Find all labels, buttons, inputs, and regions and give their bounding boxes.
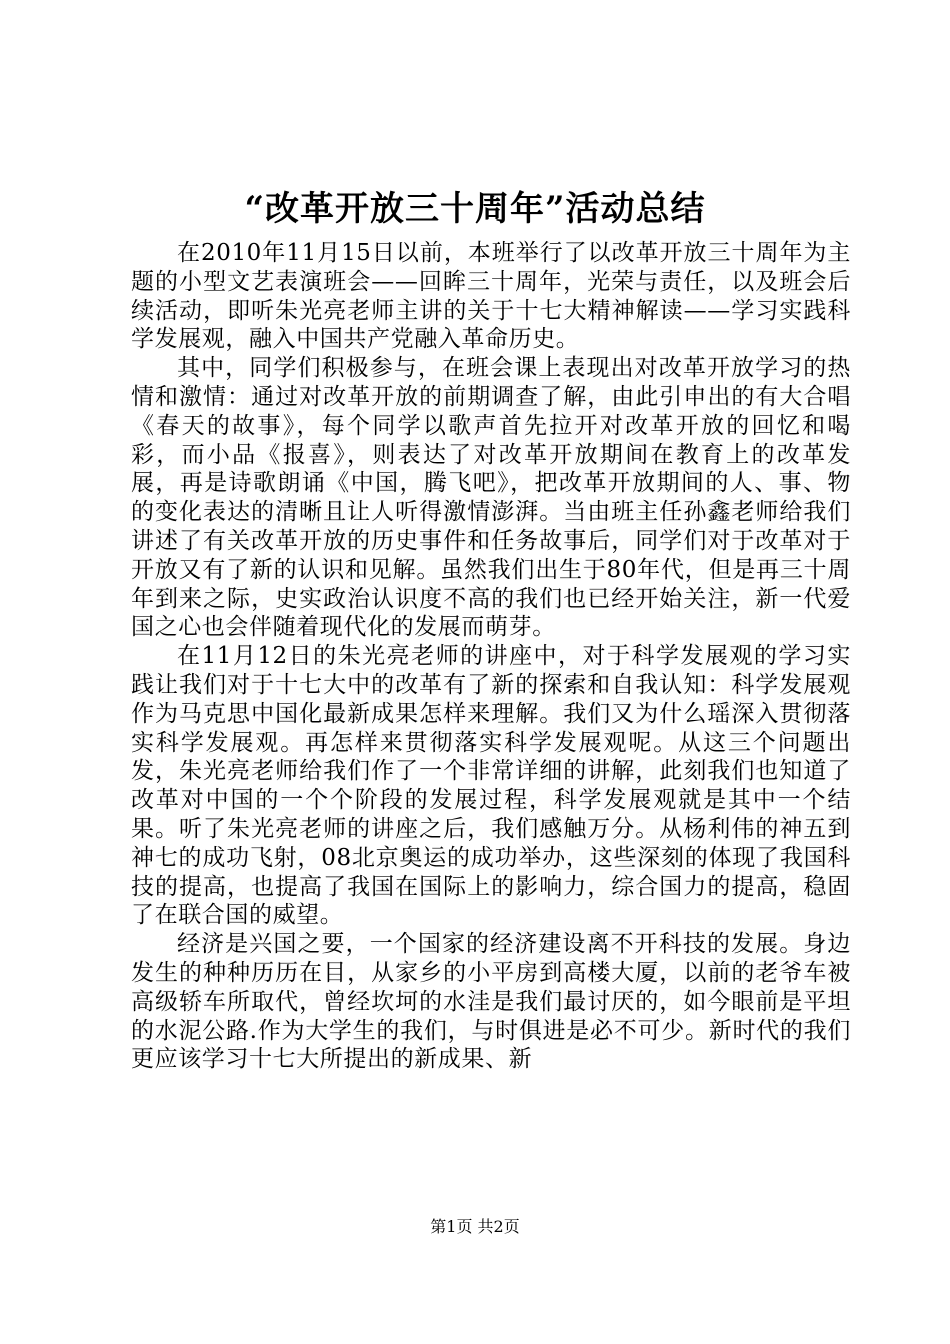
paragraph-3: 在11月12日的朱光亮老师的讲座中，对于科学发展观的学习实践让我们对于十七大中的改革有了新的探索和自我认知：科学发展观作为马克思中国化最新成果怎样来理解。我们又为什么瑶深入贯彻落实科学发展观。再怎样来贯彻落实科学发展观呢。从这三个问题出发，朱光亮老师给我们作了一个非常详细的讲解，此刻我们也知道了改革对中国的一个个阶段的发展过程，科学发展观就是其中一个结果。听了朱光亮老师的讲座之后，我们感触万分。从杨利伟的神五到神七的成功飞射，08北京奥运的成功举办，这些深刻的体现了我国科技的提高，也提高了我国在国际上的影响力，综合国力的提高，稳固了在联合国的威望。 [131,643,851,929]
paragraph-2: 其中，同学们积极参与，在班会课上表现出对改革开放学习的热情和激情：通过对改革开放的前期调查了解，由此引申出的有大合唱《春天的故事》，每个同学以歌声首先拉开对改革开放的回忆和喝彩，而小品《报喜》，则表达了对改革开放期间在教育上的改革发展，再是诗歌朗诵《中国，腾飞吧》，把改革开放期间的人、事、物的变化表达的清晰且让人听得激情澎湃。当由班主任孙鑫老师给我们讲述了有关改革开放的历史事件和任务故事后，同学们对于改革对于开放又有了新的认识和见解。虽然我们出生于80年代，但是再三十周年到来之际，史实政治认识度不高的我们也已经开始关注，新一代爱国之心也会伴随着现代化的发展而萌芽。 [131,355,851,641]
paragraph-4: 经济是兴国之要，一个国家的经济建设离不开科技的发展。身边发生的种种历历在目，从家乡的小平房到高楼大厦，以前的老爷车被高级轿车所取代，曾经坎坷的水洼是我们最讨厌的，如今眼前是平坦的水泥公路.作为大学生的我们，与时俱进是必不可少。新时代的我们更应该学习十七大所提出的新成果、新 [131,931,851,1073]
document-title: “改革开放三十周年”活动总结 [244,189,706,229]
document-body [131,239,851,1074]
page-footer: 第1页 共2页 [430,1217,520,1236]
paragraph-1: 在2010年11月15日以前，本班举行了以改革开放三十周年为主题的小型文艺表演班会——回眸三十周年，光荣与责任，以及班会后续活动，即听朱光亮老师主讲的关于十七大精神解读——学习实践科学发展观，融入中国共产党融入革命历史。 [131,240,851,353]
